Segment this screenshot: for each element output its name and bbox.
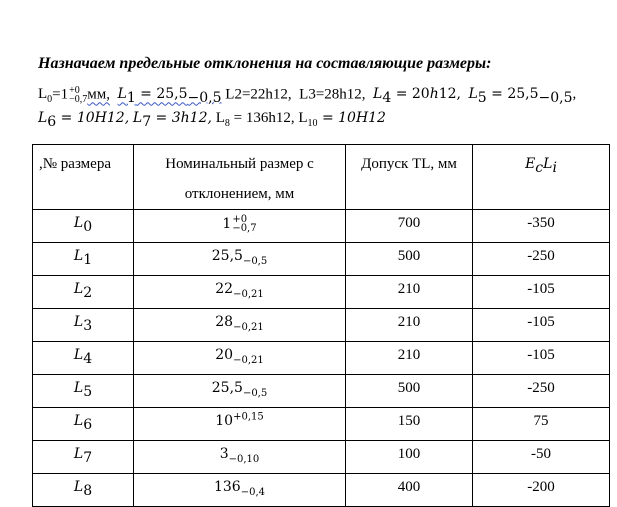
l8-expression: $L_8 = 136h12$, bbox=[215, 110, 295, 129]
l7-expression: $L_7$ = 3ℎ12, bbox=[132, 110, 212, 130]
table-row bbox=[33, 309, 610, 342]
table-row bbox=[33, 474, 610, 507]
cell-ec: -50 bbox=[473, 441, 610, 474]
cell-ec: -250 bbox=[473, 375, 610, 408]
cell-tolerance: 500 bbox=[346, 375, 473, 408]
table-row bbox=[33, 408, 610, 441]
cell-ec: -105 bbox=[473, 276, 610, 309]
cell-tolerance: 210 bbox=[346, 309, 473, 342]
cell-ec: -200 bbox=[473, 474, 610, 507]
l2-expression: L2=22h12, bbox=[225, 86, 292, 103]
cell-ec: -250 bbox=[473, 243, 610, 276]
l6-expression: $L_6 = 10H12$, bbox=[38, 110, 130, 130]
cell-nominal: 1 +0 −0,7 bbox=[134, 210, 346, 243]
table-row bbox=[33, 375, 610, 408]
cell-tolerance: 500 bbox=[346, 243, 473, 276]
deviation-line-2 bbox=[38, 110, 386, 130]
cell-nominal: $28_{-0,21}$ bbox=[134, 309, 346, 342]
table-row bbox=[33, 342, 610, 375]
cell-ec: -105 bbox=[473, 309, 610, 342]
table-row bbox=[33, 276, 610, 309]
dimensions-table bbox=[32, 144, 610, 507]
header-ec: $E_cL_i$ bbox=[473, 145, 610, 210]
l1-expression: $L_1 = 25,5_{-0,5}$ bbox=[117, 86, 222, 107]
cell-tolerance: 210 bbox=[346, 342, 473, 375]
cell-nominal: $25,5_{-0,5}$ bbox=[134, 243, 346, 276]
l4-expression: $L_4$ = 20ℎ12, bbox=[373, 86, 461, 107]
table-header-row bbox=[33, 145, 610, 210]
l0-value: =1 bbox=[52, 86, 69, 103]
cell-nominal: $22_{-0,21}$ bbox=[134, 276, 346, 309]
cell-nominal: $3_{-0,10}$ bbox=[134, 441, 346, 474]
cell-tolerance: 700 bbox=[346, 210, 473, 243]
l0-unit: мм, bbox=[87, 86, 111, 103]
cell-tolerance: 210 bbox=[346, 276, 473, 309]
cell-nominal: $25,5_{-0,5}$ bbox=[134, 375, 346, 408]
cell-size-label: $L_4$ bbox=[33, 342, 134, 375]
l10-expression: $L_{10} = 10H12$ bbox=[298, 110, 386, 129]
cell-size-label: $L_3$ bbox=[33, 309, 134, 342]
table-row bbox=[33, 243, 610, 276]
cell-tolerance: 400 bbox=[346, 474, 473, 507]
cell-nominal: $20_{-0,21}$ bbox=[134, 342, 346, 375]
cell-size-label: $L_5$ bbox=[33, 375, 134, 408]
cell-ec: -350 bbox=[473, 210, 610, 243]
cell-tolerance: 150 bbox=[346, 408, 473, 441]
table-row bbox=[33, 210, 610, 243]
cell-tolerance: 100 bbox=[346, 441, 473, 474]
l3-expression: L3=28h12, bbox=[299, 86, 366, 103]
cell-size-label: $L_8$ bbox=[33, 474, 134, 507]
cell-size-label: $L_1$ bbox=[33, 243, 134, 276]
cell-nominal: $136_{-0,4}$ bbox=[134, 474, 346, 507]
section-heading: Назначаем предельные отклонения на составляющие размеры: bbox=[38, 55, 492, 72]
cell-size-label: $L_7$ bbox=[33, 441, 134, 474]
cell-size-label: $L_0$ bbox=[33, 210, 134, 243]
header-nominal-size: Номинальный размер с отклонением, мм bbox=[134, 145, 346, 210]
cell-size-label: $L_2$ bbox=[33, 276, 134, 309]
table-row bbox=[33, 441, 610, 474]
l0-symbol: $L_0$ bbox=[38, 86, 53, 106]
header-size-number: ,№ размера bbox=[33, 145, 134, 210]
cell-ec: -105 bbox=[473, 342, 610, 375]
cell-ec: 75 bbox=[473, 408, 610, 441]
header-tolerance: Допуск TL, мм bbox=[346, 145, 473, 210]
deviation-line-1 bbox=[38, 85, 577, 107]
l5-expression: $L_5 = 25,5_{-0,5}$, bbox=[468, 86, 577, 107]
cell-size-label: $L_6$ bbox=[33, 408, 134, 441]
l0-tolerance: +0 −0,7 bbox=[69, 85, 88, 105]
cell-nominal: $10^{+0,15}$ bbox=[134, 408, 346, 441]
